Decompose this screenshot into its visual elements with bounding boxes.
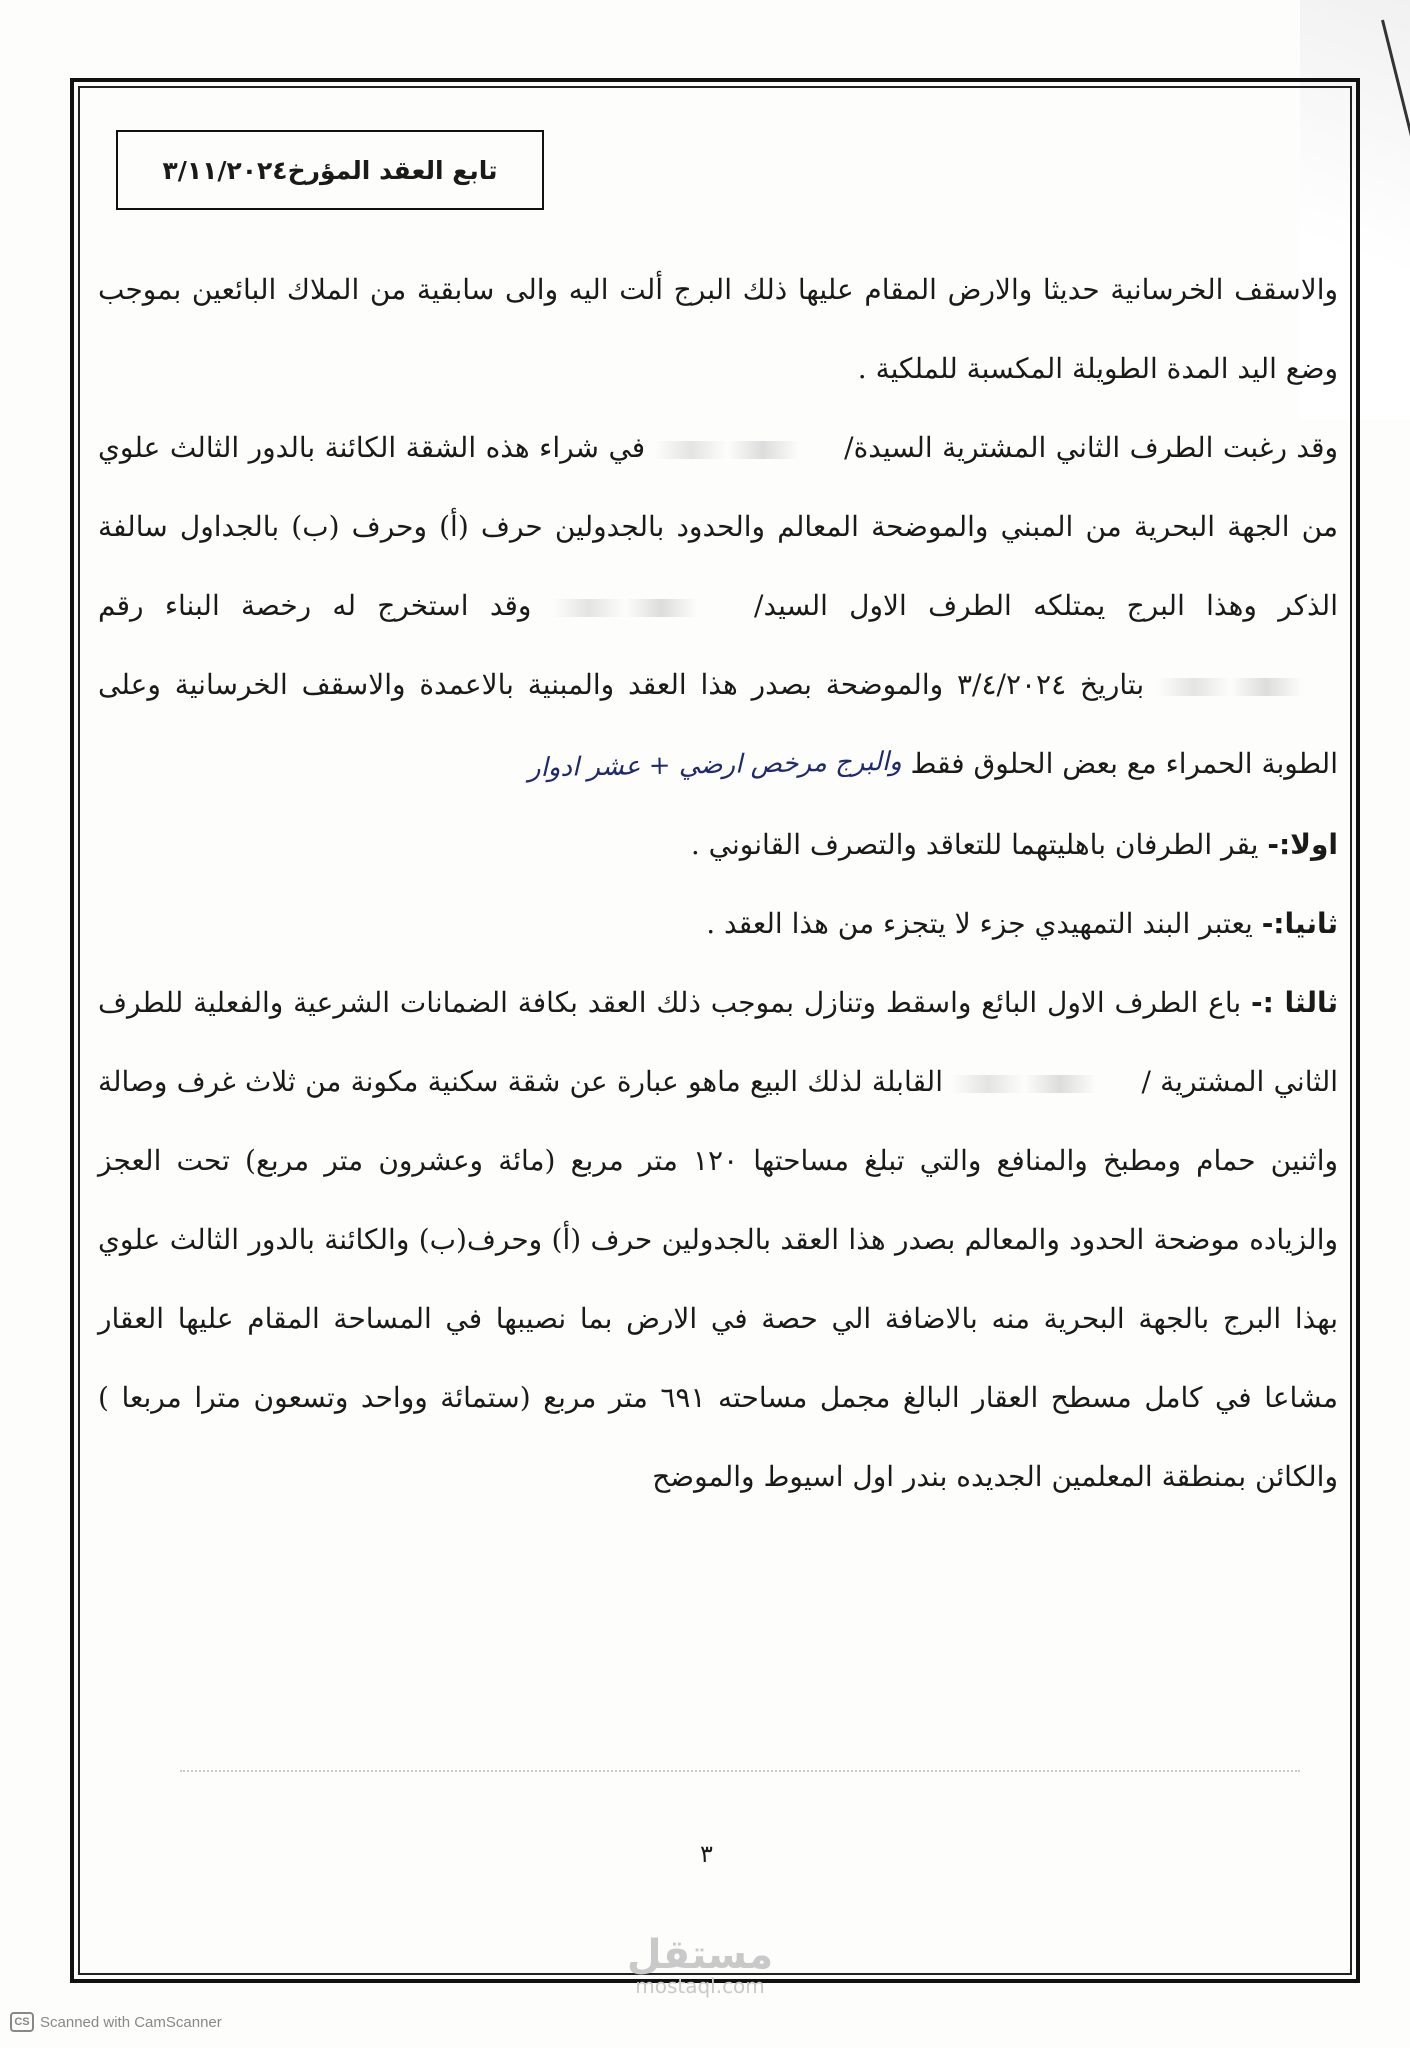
clause-third-text-a: باع الطرف الاول البائع واسقط وتنازل بموجب ذلك العقد بكافة الضمانات الشرعية والفعلية للطرف الثاني المشترية / bbox=[98, 986, 1339, 1098]
redacted-name bbox=[553, 599, 733, 617]
paragraph-buyer-intent bbox=[98, 408, 1338, 805]
clause-second bbox=[98, 884, 1338, 963]
clause-first-text: يقر الطرفان باهليتهما للتعاقد والتصرف القانوني . bbox=[690, 828, 1259, 861]
camscanner-icon: CS bbox=[10, 2012, 34, 2032]
camscanner-text: Scanned with CamScanner bbox=[40, 2013, 222, 2031]
handwritten-note: والبرج مرخص ارضي + عشر ادوار bbox=[527, 746, 902, 784]
camscanner-badge bbox=[10, 2012, 222, 2032]
buyer-intent-text-a: وقد رغبت الطرف الثاني المشترية السيدة/ bbox=[844, 431, 1339, 464]
clause-first bbox=[98, 805, 1338, 884]
watermark-url: mostaql.com bbox=[635, 1974, 765, 1998]
paragraph-preamble: والاسقف الخرسانية حديثا والارض المقام عليها ذلك البرج ألت اليه والى سابقية من الملاك البائعين بموجب وضع اليد المدة الطويلة المكسبة للملكية . bbox=[98, 273, 1338, 385]
clause-third bbox=[98, 963, 1338, 1516]
redacted-number bbox=[1158, 678, 1338, 696]
continuation-header bbox=[116, 130, 544, 210]
page-number: ٣ bbox=[700, 1840, 713, 1868]
buyer-intent-text-d: بتاريخ ٣/٤/٢٠٢٤ والموضحة بصدر هذا العقد والمبنية بالاعمدة والاسقف الخرسانية وعلى الطوبة الحمراء مع بعض الحلوق فقط bbox=[98, 668, 1338, 780]
watermark-logo-text: مستقل bbox=[626, 1932, 774, 1978]
mostaql-watermark bbox=[600, 1932, 800, 1998]
buyer-intent-text-b: في شراء هذه الشقة الكائنة بالدور الثالث علوي من الجهة البحرية من المبني والموضحة المعالم والحدود بالجدولين حرف (أ) وحرف (ب) بالجداول سالفة الذكر وهذا البرج يمتلكه الطرف الاول السيد/ bbox=[98, 431, 1338, 622]
clause-first-label: اولا:- bbox=[1267, 828, 1338, 861]
contract-body bbox=[98, 250, 1338, 1516]
clause-second-text: يعتبر البند التمهيدي جزء لا يتجزء من هذا العقد . bbox=[706, 907, 1253, 940]
clause-second-label: ثانيا:- bbox=[1261, 907, 1338, 940]
buyer-intent-text-c: وقد استخرج له رخصة البناء رقم bbox=[98, 589, 532, 622]
redacted-name bbox=[952, 1075, 1132, 1093]
clause-third-label: ثالثا :- bbox=[1251, 986, 1338, 1019]
redacted-name bbox=[655, 441, 835, 459]
faint-scribble bbox=[180, 1740, 1300, 1772]
clause-third-text-b: القابلة لذلك البيع ماهو عبارة عن شقة سكنية مكونة من ثلاث غرف وصالة واثنين حمام ومطبخ والمنافع والتي تبلغ مساحتها ١٢٠ متر مربع (مائة وعشرون متر مربع) تحت العجز والزياده موضحة الحدود والمعالم بصدر هذا العقد بالجدولين حرف (أ) وحرف(ب) والكائنة بالدور الثالث علوي بهذا البرج بالجهة البحرية منه بالاضافة الي حصة في الارض بما نصيبها في المساحة المقام عليها العقار مشاعا في كامل مسطح العقار البالغ مجمل مساحته ٦٩١ متر مربع (ستمائة وواحد وتسعون مترا مربعا ) والكائن بمنطقة المعلمين الجديده بندر اول اسيوط والموضح bbox=[98, 1065, 1338, 1493]
continuation-header-text: تابع العقد المؤرخ٣/١١/٢٠٢٤ bbox=[162, 155, 498, 185]
